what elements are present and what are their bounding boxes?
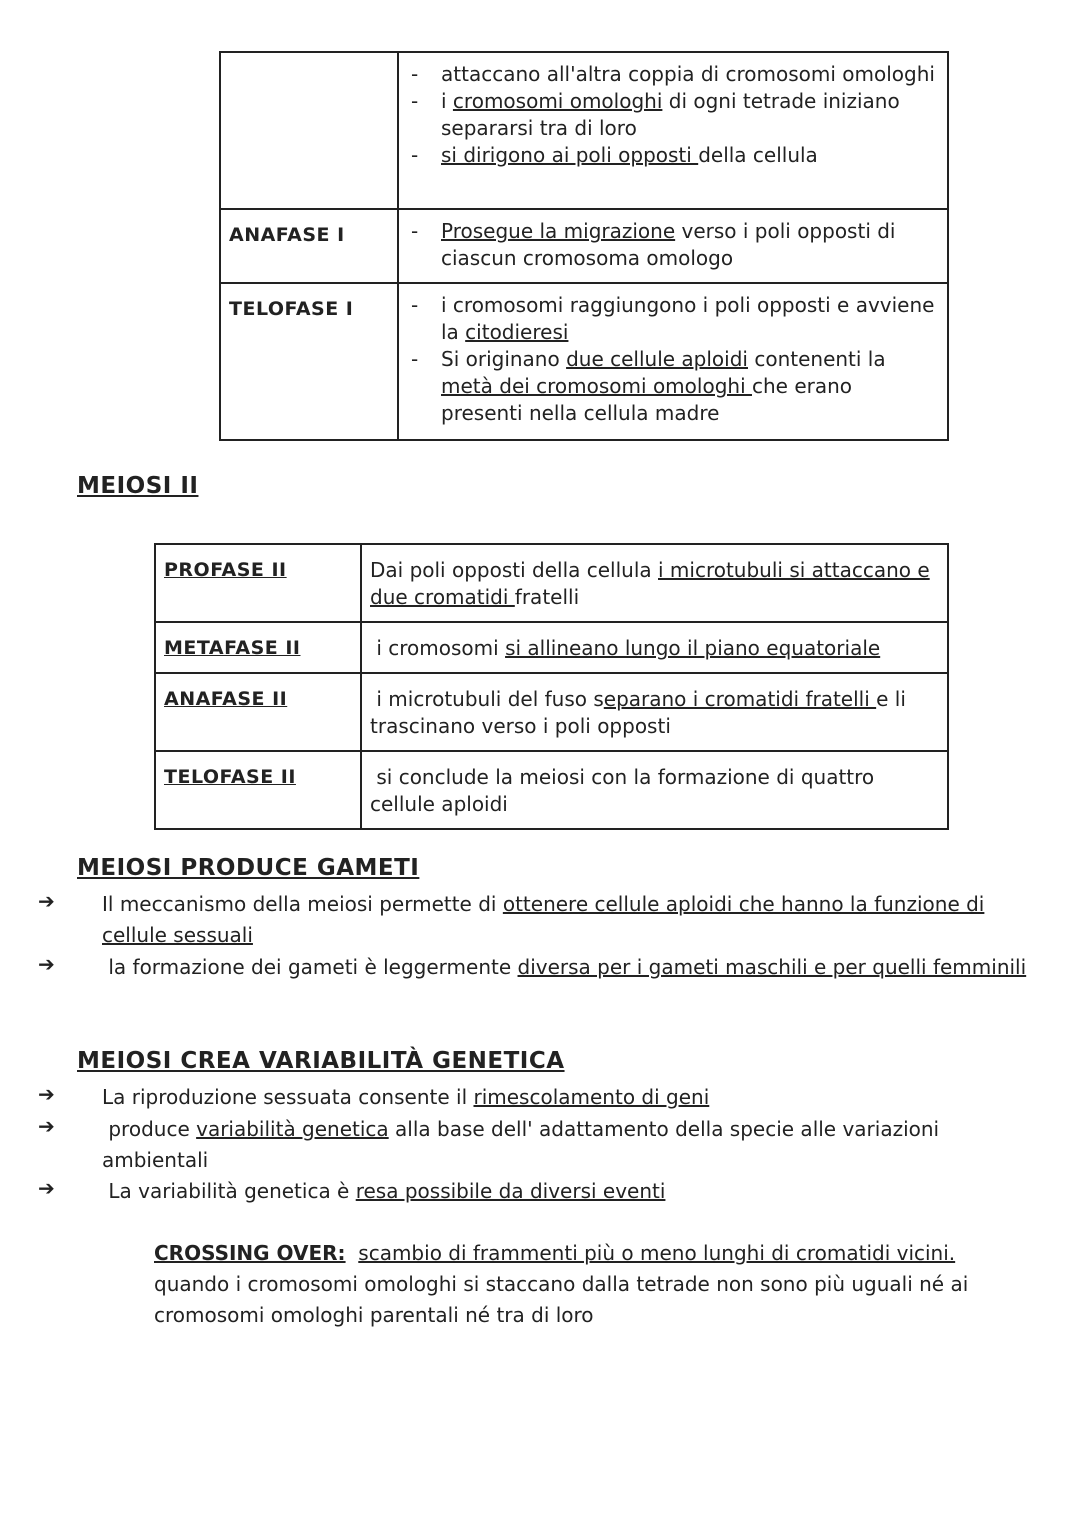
table-row xyxy=(155,673,948,751)
arrow-right-icon: ➔ xyxy=(38,1176,55,1200)
table-row xyxy=(155,622,948,673)
meiosi-i-table xyxy=(219,51,949,441)
table-row xyxy=(220,283,948,440)
phase-cell: ANAFASE II xyxy=(155,673,361,751)
list-item: - si dirigono ai poli opposti della cellula xyxy=(441,142,935,169)
arrow-right-icon: ➔ xyxy=(38,1114,55,1138)
description-cell: i microtubuli del fuso separano i cromatidi fratelli e li trascinano verso i poli opposti xyxy=(361,673,948,751)
phase-cell: PROFASE II xyxy=(155,544,361,622)
variabilita-heading: MEIOSI CREA VARIABILITÀ GENETICA xyxy=(77,1048,565,1074)
variabilita-point-3: La variabilità genetica è resa possibile da diversi eventi xyxy=(108,1179,666,1203)
description-cell xyxy=(398,283,948,440)
crossing-over-label: CROSSING OVER: xyxy=(154,1241,346,1265)
phase-cell: ANAFASE I xyxy=(220,209,398,283)
gameti-heading: MEIOSI PRODUCE GAMETI xyxy=(77,855,420,881)
table-row xyxy=(220,209,948,283)
list-item: - attaccano all'altra coppia di cromosomi omologhi xyxy=(441,61,935,88)
phase-cell: METAFASE II xyxy=(155,622,361,673)
variabilita-point-2: produce variabilità genetica alla base dell' adattamento della specie alle variazioni ambientali xyxy=(102,1117,940,1172)
variabilita-point-1: La riproduzione sessuata consente il rimescolamento di geni xyxy=(102,1085,710,1109)
phase-cell: TELOFASE II xyxy=(155,751,361,829)
list-item: - Prosegue la migrazione verso i poli opposti di ciascun cromosoma omologo xyxy=(441,218,935,272)
phase-cell-empty xyxy=(220,52,398,209)
arrow-right-icon: ➔ xyxy=(38,889,55,913)
list-item: - Si originano due cellule aploidi contenenti la metà dei cromosomi omologhi che erano presenti nella cellula madre xyxy=(441,346,935,427)
meiosi-ii-heading: MEIOSI II xyxy=(77,473,199,499)
description-cell: i cromosomi si allineano lungo il piano equatoriale xyxy=(361,622,948,673)
table-row xyxy=(155,751,948,829)
meiosi-ii-table xyxy=(154,543,949,830)
phase-cell: TELOFASE I xyxy=(220,283,398,440)
list-item: - i cromosomi raggiungono i poli opposti e avviene la citodieresi xyxy=(441,292,935,346)
arrow-right-icon: ➔ xyxy=(38,952,55,976)
table-row xyxy=(220,52,948,209)
table-row xyxy=(155,544,948,622)
description-cell: Dai poli opposti della cellula i microtubuli si attaccano e due cromatidi fratelli xyxy=(361,544,948,622)
description-cell: si conclude la meiosi con la formazione di quattro cellule aploidi xyxy=(361,751,948,829)
description-cell xyxy=(398,52,948,209)
gameti-point-1: Il meccanismo della meiosi permette di ottenere cellule aploidi che hanno la funzione di cellule sessuali xyxy=(102,892,985,947)
description-cell xyxy=(398,209,948,283)
arrow-right-icon: ➔ xyxy=(38,1082,55,1106)
list-item: - i cromosomi omologhi di ogni tetrade iniziano separarsi tra di loro xyxy=(441,88,935,142)
crossing-over-block: CROSSING OVER: scambio di frammenti più o meno lunghi di cromatidi vicini. quando i cromosomi omologhi si staccano dalla tetrade non sono più uguali né ai cromosomi omologhi parentali né tra di loro xyxy=(154,1241,969,1327)
gameti-point-2: la formazione dei gameti è leggermente diversa per i gameti maschili e per quelli femminili xyxy=(108,955,1027,979)
